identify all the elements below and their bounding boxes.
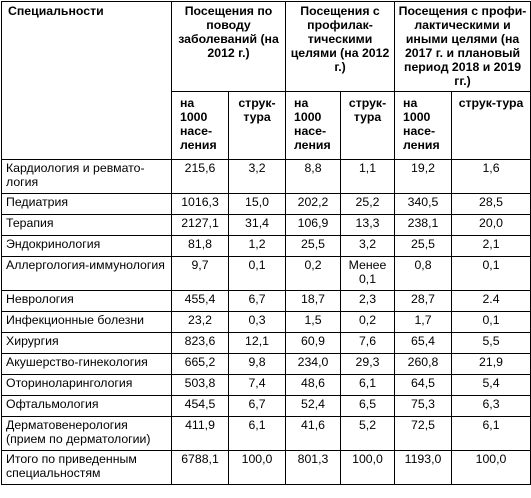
subheader-per1000: на 1000 насе-ления	[395, 92, 452, 160]
preventive-structure-cell: 5,2	[341, 417, 395, 451]
disease-structure-cell: 100,0	[229, 451, 286, 485]
other-structure-cell: 6,1	[452, 417, 531, 451]
preventive-per1000-cell: 234,0	[286, 354, 341, 375]
other-structure-cell: 2,1	[452, 236, 531, 257]
subheader-structure: струк-тура	[229, 92, 286, 160]
other-structure-cell: 2.4	[452, 291, 531, 312]
specialty-cell: Аллергология-иммунология	[2, 257, 172, 291]
disease-structure-cell: 15,0	[229, 194, 286, 215]
disease-structure-cell: 1,2	[229, 236, 286, 257]
other-per1000-cell: 28,7	[395, 291, 452, 312]
specialty-cell: Инфекционные болезни	[2, 312, 172, 333]
preventive-structure-cell: 7,6	[341, 333, 395, 354]
preventive-per1000-cell: 48,6	[286, 375, 341, 396]
disease-per1000-cell: 215,6	[172, 160, 229, 194]
specialty-cell: Дерматовенерология (прием по дерматологии)	[2, 417, 172, 451]
disease-structure-cell: 7,4	[229, 375, 286, 396]
preventive-structure-cell: 1,1	[341, 160, 395, 194]
preventive-per1000-cell: 106,9	[286, 215, 341, 236]
other-structure-cell: 0,1	[452, 312, 531, 333]
other-structure-cell: 5,4	[452, 375, 531, 396]
subheader-structure: струк-тура	[452, 92, 531, 160]
preventive-per1000-cell: 41,6	[286, 417, 341, 451]
disease-per1000-cell: 1016,3	[172, 194, 229, 215]
other-structure-cell: 100,0	[452, 451, 531, 485]
preventive-per1000-cell: 52,4	[286, 396, 341, 417]
preventive-structure-cell: 25,2	[341, 194, 395, 215]
other-structure-cell: 0,1	[452, 257, 531, 291]
preventive-per1000-cell: 801,3	[286, 451, 341, 485]
table-row	[2, 396, 531, 417]
other-per1000-cell: 0,8	[395, 257, 452, 291]
preventive-structure-cell: Менее 0,1	[341, 257, 395, 291]
table-row	[2, 291, 531, 312]
disease-structure-cell: 0,1	[229, 257, 286, 291]
table-row	[2, 375, 531, 396]
specialty-cell: Терапия	[2, 215, 172, 236]
other-per1000-cell: 340,5	[395, 194, 452, 215]
table-row	[2, 312, 531, 333]
disease-per1000-cell: 454,5	[172, 396, 229, 417]
header-specialties: Специальности	[2, 2, 172, 160]
disease-structure-cell: 31,4	[229, 215, 286, 236]
disease-per1000-cell: 23,2	[172, 312, 229, 333]
preventive-per1000-cell: 18,7	[286, 291, 341, 312]
preventive-structure-cell: 2,3	[341, 291, 395, 312]
specialty-cell: Оториноларингология	[2, 375, 172, 396]
preventive-per1000-cell: 1,5	[286, 312, 341, 333]
specialty-cell: Неврология	[2, 291, 172, 312]
header-disease-visits: Посещения по поводу заболеваний (на 2012 г.)	[172, 2, 286, 92]
specialty-cell: Хирургия	[2, 333, 172, 354]
disease-per1000-cell: 2127,1	[172, 215, 229, 236]
specialty-cell: Кардиология и ревмато-логия	[2, 160, 172, 194]
other-structure-cell: 5,5	[452, 333, 531, 354]
disease-per1000-cell: 823,6	[172, 333, 229, 354]
disease-per1000-cell: 411,9	[172, 417, 229, 451]
preventive-structure-cell: 6,5	[341, 396, 395, 417]
preventive-per1000-cell: 8,8	[286, 160, 341, 194]
header-preventive-other-visits: Посещения с профи-лактическими и иными целями (на 2017 г. и плановый период 2018 и 2019 гг.)	[395, 2, 531, 92]
preventive-structure-cell: 13,3	[341, 215, 395, 236]
table-row	[2, 194, 531, 215]
other-per1000-cell: 19,2	[395, 160, 452, 194]
disease-structure-cell: 6,1	[229, 417, 286, 451]
table-row	[2, 215, 531, 236]
other-per1000-cell: 260,8	[395, 354, 452, 375]
preventive-per1000-cell: 0,2	[286, 257, 341, 291]
visits-table	[1, 1, 531, 485]
specialty-cell: Акушерство-гинекология	[2, 354, 172, 375]
other-per1000-cell: 1193,0	[395, 451, 452, 485]
other-structure-cell: 20,0	[452, 215, 531, 236]
header-preventive-visits: Посещения с профилак-тическими целями (на 2012 г.)	[286, 2, 395, 92]
disease-per1000-cell: 81,8	[172, 236, 229, 257]
other-per1000-cell: 238,1	[395, 215, 452, 236]
table-row	[2, 257, 531, 291]
table-row	[2, 451, 531, 485]
disease-structure-cell: 3,2	[229, 160, 286, 194]
disease-per1000-cell: 6788,1	[172, 451, 229, 485]
other-per1000-cell: 64,5	[395, 375, 452, 396]
specialty-cell: Офтальмология	[2, 396, 172, 417]
table-row	[2, 236, 531, 257]
disease-structure-cell: 12,1	[229, 333, 286, 354]
table-row	[2, 354, 531, 375]
disease-per1000-cell: 503,8	[172, 375, 229, 396]
preventive-structure-cell: 100,0	[341, 451, 395, 485]
other-per1000-cell: 75,3	[395, 396, 452, 417]
preventive-structure-cell: 29,3	[341, 354, 395, 375]
preventive-per1000-cell: 25,5	[286, 236, 341, 257]
subheader-per1000: на 1000 насе-ления	[172, 92, 229, 160]
preventive-structure-cell: 6,1	[341, 375, 395, 396]
disease-per1000-cell: 665,2	[172, 354, 229, 375]
other-structure-cell: 28,5	[452, 194, 531, 215]
preventive-structure-cell: 3,2	[341, 236, 395, 257]
disease-structure-cell: 9,8	[229, 354, 286, 375]
subheader-per1000: на 1000 насе-ления	[286, 92, 341, 160]
other-per1000-cell: 25,5	[395, 236, 452, 257]
disease-structure-cell: 6,7	[229, 396, 286, 417]
other-per1000-cell: 65,4	[395, 333, 452, 354]
disease-structure-cell: 6,7	[229, 291, 286, 312]
disease-structure-cell: 0,3	[229, 312, 286, 333]
preventive-per1000-cell: 60,9	[286, 333, 341, 354]
table-row	[2, 417, 531, 451]
specialty-cell: Педиатрия	[2, 194, 172, 215]
specialty-cell: Итого по приведенным специальностям	[2, 451, 172, 485]
preventive-per1000-cell: 202,2	[286, 194, 341, 215]
subheader-structure: струк-тура	[341, 92, 395, 160]
other-structure-cell: 6,3	[452, 396, 531, 417]
other-per1000-cell: 72,5	[395, 417, 452, 451]
specialty-cell: Эндокринология	[2, 236, 172, 257]
other-structure-cell: 1,6	[452, 160, 531, 194]
disease-per1000-cell: 455,4	[172, 291, 229, 312]
preventive-structure-cell: 0,2	[341, 312, 395, 333]
table-row	[2, 333, 531, 354]
other-per1000-cell: 1,7	[395, 312, 452, 333]
table-row	[2, 160, 531, 194]
disease-per1000-cell: 9,7	[172, 257, 229, 291]
other-structure-cell: 21,9	[452, 354, 531, 375]
